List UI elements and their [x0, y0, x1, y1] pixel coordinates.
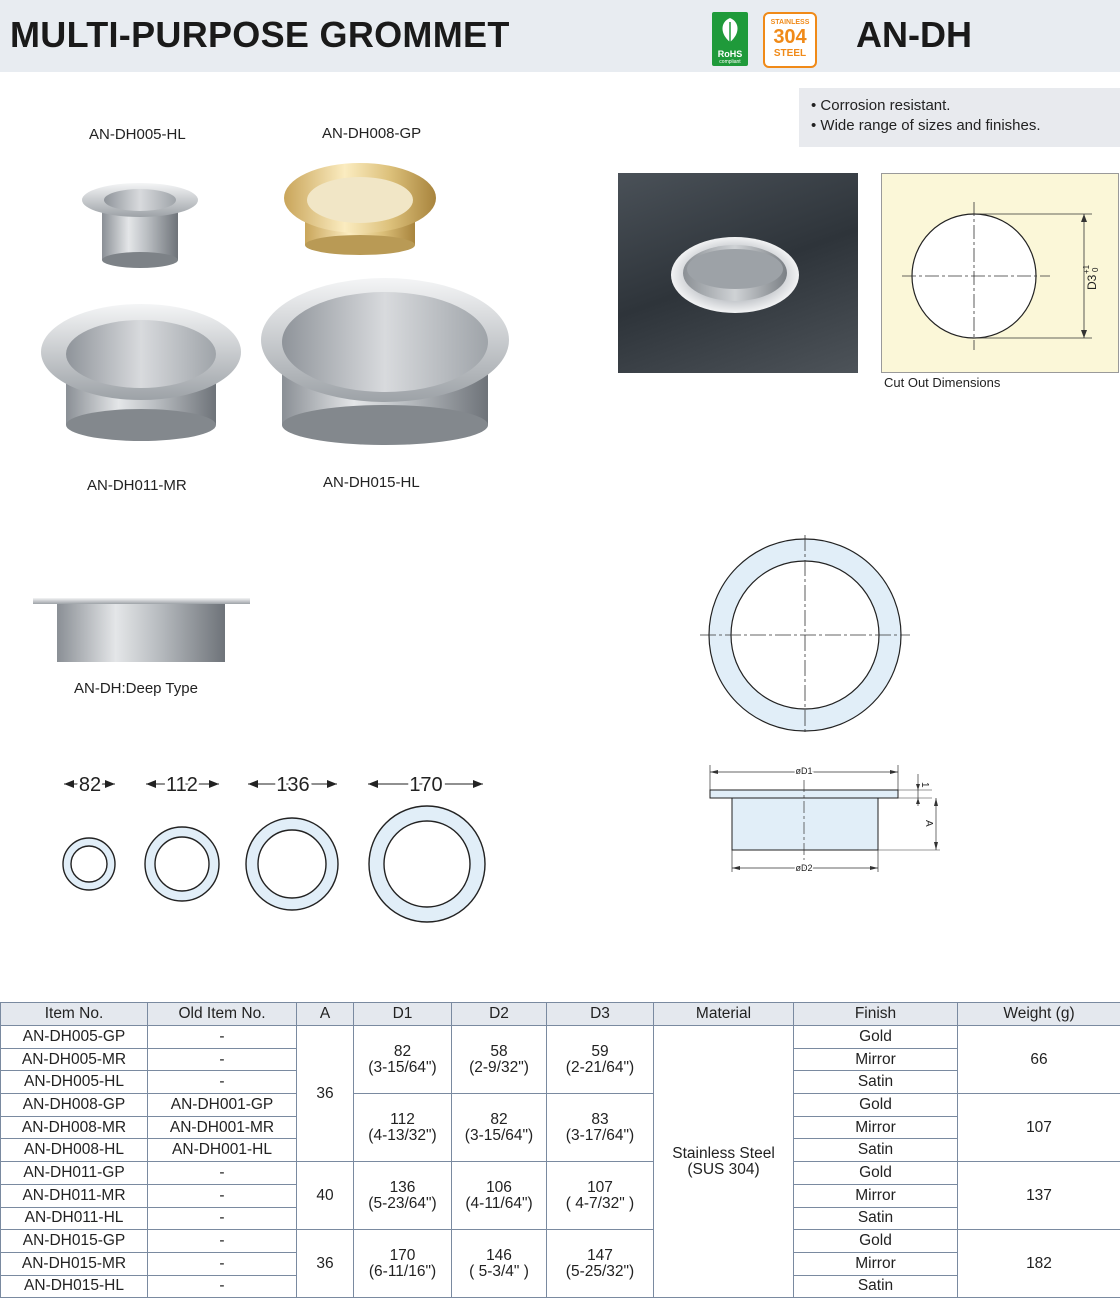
col-weight: Weight (g) — [958, 1003, 1120, 1026]
features-box — [799, 88, 1120, 147]
col-d1: D1 — [354, 1003, 452, 1026]
product-label-dh011: AN-DH011-MR — [87, 477, 187, 494]
a-value-cell: 36 — [297, 1230, 354, 1298]
d1-mm: 170 — [390, 1247, 416, 1264]
d3-inch: (3-17/64") — [566, 1127, 634, 1144]
finish-cell: Satin — [794, 1071, 958, 1094]
d3-mm: 59 — [591, 1043, 608, 1060]
item-no-cell: AN-DH015-GP — [1, 1230, 148, 1253]
series-code: AN-DH — [856, 14, 972, 56]
old-item-no-cell: - — [148, 1162, 297, 1185]
photo-dh005 — [82, 183, 198, 268]
table-row — [1, 1094, 1120, 1117]
installation-photo — [618, 173, 858, 373]
size-comparison — [55, 770, 505, 930]
finish-cell: Mirror — [794, 1048, 958, 1071]
item-no-cell: AN-DH008-MR — [1, 1116, 148, 1139]
d3-value-cell — [547, 1230, 654, 1298]
item-no-cell: AN-DH011-HL — [1, 1207, 148, 1230]
old-item-no-cell: - — [148, 1207, 297, 1230]
d2-value-cell — [452, 1230, 547, 1298]
weight-cell: 66 — [958, 1026, 1120, 1094]
d1-value-cell — [354, 1230, 452, 1298]
cutout-tol-upper: +1 — [1082, 264, 1091, 274]
a-value-cell: 36 — [297, 1026, 354, 1162]
weight-cell: 107 — [958, 1094, 1120, 1162]
cutout-caption: Cut Out Dimensions — [884, 375, 1000, 390]
d2-mm: 82 — [490, 1111, 507, 1128]
cutout-d3-label: D3 — [1085, 274, 1099, 290]
d2-mm: 106 — [486, 1179, 512, 1196]
old-item-no-cell: AN-DH001-HL — [148, 1139, 297, 1162]
finish-cell: Gold — [794, 1094, 958, 1117]
old-item-no-cell: AN-DH001-MR — [148, 1116, 297, 1139]
photo-dh008 — [284, 163, 436, 255]
table-row — [1, 1230, 1120, 1253]
cutout-drawing — [882, 174, 1118, 372]
finish-cell: Gold — [794, 1026, 958, 1049]
old-item-no-cell: - — [148, 1275, 297, 1298]
page-title: MULTI-PURPOSE GROMMET — [10, 14, 510, 56]
weight-cell: 182 — [958, 1230, 1120, 1298]
d3-mm: 107 — [587, 1179, 613, 1196]
material-grade: (SUS 304) — [687, 1161, 759, 1178]
cutout-diagram — [881, 173, 1119, 373]
finish-cell: Satin — [794, 1139, 958, 1162]
item-no-cell: AN-DH008-HL — [1, 1139, 148, 1162]
d1-mm: 136 — [390, 1179, 416, 1196]
old-item-no-cell: - — [148, 1048, 297, 1071]
stainless-badge-top: STAINLESS — [765, 19, 815, 26]
d3-inch: ( 4-7/32" ) — [566, 1195, 634, 1212]
rohs-label: RoHS — [712, 49, 748, 59]
photo-dh011 — [41, 304, 241, 441]
col-d2: D2 — [452, 1003, 547, 1026]
size-170 — [368, 774, 485, 922]
cutout-tol-lower: 0 — [1091, 267, 1100, 272]
d1-value-cell — [354, 1026, 452, 1094]
feature-sizes: • Wide range of sizes and finishes. — [811, 117, 1041, 134]
size-136-label: 136 — [276, 774, 309, 796]
d1-inch: (3-15/64") — [368, 1059, 436, 1076]
finish-cell: Gold — [794, 1162, 958, 1185]
d3-value-cell — [547, 1026, 654, 1094]
col-a: A — [297, 1003, 354, 1026]
material-name: Stainless Steel — [672, 1145, 775, 1162]
size-82-label: 82 — [79, 774, 101, 796]
photo-deep-type — [33, 598, 250, 662]
table-header-row — [1, 1003, 1120, 1026]
old-item-no-cell: AN-DH001-GP — [148, 1094, 297, 1117]
d3-value-cell — [547, 1094, 654, 1162]
d2-mm: 58 — [490, 1043, 507, 1060]
a-value-cell: 40 — [297, 1162, 354, 1230]
finish-cell: Satin — [794, 1275, 958, 1298]
d1-mm: 112 — [390, 1111, 415, 1128]
table-row — [1, 1026, 1120, 1049]
table-row — [1, 1162, 1120, 1185]
rohs-badge — [712, 12, 748, 66]
leaf-icon — [712, 14, 748, 48]
d1-value-cell — [354, 1094, 452, 1162]
finish-cell: Mirror — [794, 1184, 958, 1207]
d2-dimension-label: øD2 — [795, 863, 812, 873]
stainless-badge-number: 304 — [765, 27, 815, 47]
item-no-cell: AN-DH005-HL — [1, 1071, 148, 1094]
side-view-drawing — [700, 760, 950, 880]
product-label-dh015: AN-DH015-HL — [323, 474, 420, 491]
d3-mm: 83 — [591, 1111, 608, 1128]
item-no-cell: AN-DH011-MR — [1, 1184, 148, 1207]
d1-inch: (6-11/16") — [369, 1263, 436, 1280]
d2-inch: (4-11/64") — [465, 1195, 532, 1212]
col-finish: Finish — [794, 1003, 958, 1026]
installed-grommet-image — [618, 173, 858, 373]
flange-dimension-label: 1 — [919, 782, 930, 788]
d3-value-cell — [547, 1162, 654, 1230]
old-item-no-cell: - — [148, 1230, 297, 1253]
d3-inch: (5-25/32") — [566, 1263, 634, 1280]
d1-inch: (5-23/64") — [368, 1195, 436, 1212]
col-old-item-no: Old Item No. — [148, 1003, 297, 1026]
finish-cell: Mirror — [794, 1116, 958, 1139]
size-112-label: 112 — [166, 774, 198, 796]
stainless-badge-bottom: STEEL — [765, 48, 815, 59]
item-no-cell: AN-DH005-MR — [1, 1048, 148, 1071]
col-d3: D3 — [547, 1003, 654, 1026]
item-no-cell: AN-DH011-GP — [1, 1162, 148, 1185]
finish-cell: Mirror — [794, 1252, 958, 1275]
old-item-no-cell: - — [148, 1071, 297, 1094]
item-no-cell: AN-DH015-MR — [1, 1252, 148, 1275]
finish-cell: Gold — [794, 1230, 958, 1253]
feature-corrosion: • Corrosion resistant. — [811, 97, 950, 114]
spec-table — [0, 1002, 1120, 1298]
col-item-no: Item No. — [1, 1003, 148, 1026]
a-dimension-label: A — [923, 820, 934, 827]
product-label-deep: AN-DH:Deep Type — [74, 680, 198, 697]
d1-mm: 82 — [394, 1043, 411, 1060]
finish-cell: Satin — [794, 1207, 958, 1230]
size-170-label: 170 — [409, 774, 442, 796]
d2-value-cell — [452, 1026, 547, 1094]
d2-value-cell — [452, 1094, 547, 1162]
old-item-no-cell: - — [148, 1252, 297, 1275]
item-no-cell: AN-DH005-GP — [1, 1026, 148, 1049]
old-item-no-cell: - — [148, 1184, 297, 1207]
stainless-304-badge — [763, 12, 817, 68]
d1-dimension-label: øD1 — [795, 766, 812, 776]
d2-inch: ( 5-3/4" ) — [469, 1263, 529, 1280]
size-112 — [145, 774, 219, 901]
top-view-drawing — [690, 535, 920, 735]
item-no-cell: AN-DH015-HL — [1, 1275, 148, 1298]
size-136 — [246, 774, 338, 910]
item-no-cell: AN-DH008-GP — [1, 1094, 148, 1117]
d2-mm: 146 — [486, 1247, 512, 1264]
product-label-dh008: AN-DH008-GP — [322, 125, 421, 142]
d3-inch: (2-21/64") — [566, 1059, 634, 1076]
d1-value-cell — [354, 1162, 452, 1230]
size-82 — [63, 774, 115, 890]
col-material: Material — [654, 1003, 794, 1026]
d1-inch: (4-13/32") — [368, 1127, 436, 1144]
photo-dh015 — [261, 278, 509, 445]
old-item-no-cell: - — [148, 1026, 297, 1049]
d2-inch: (3-15/64") — [465, 1127, 533, 1144]
rohs-sub-label: compliant — [712, 59, 748, 65]
product-label-dh005: AN-DH005-HL — [89, 126, 186, 143]
d2-value-cell — [452, 1162, 547, 1230]
product-photos — [0, 140, 560, 680]
d3-mm: 147 — [587, 1247, 613, 1264]
weight-cell: 137 — [958, 1162, 1120, 1230]
material-cell — [654, 1026, 794, 1298]
d2-inch: (2-9/32") — [469, 1059, 529, 1076]
